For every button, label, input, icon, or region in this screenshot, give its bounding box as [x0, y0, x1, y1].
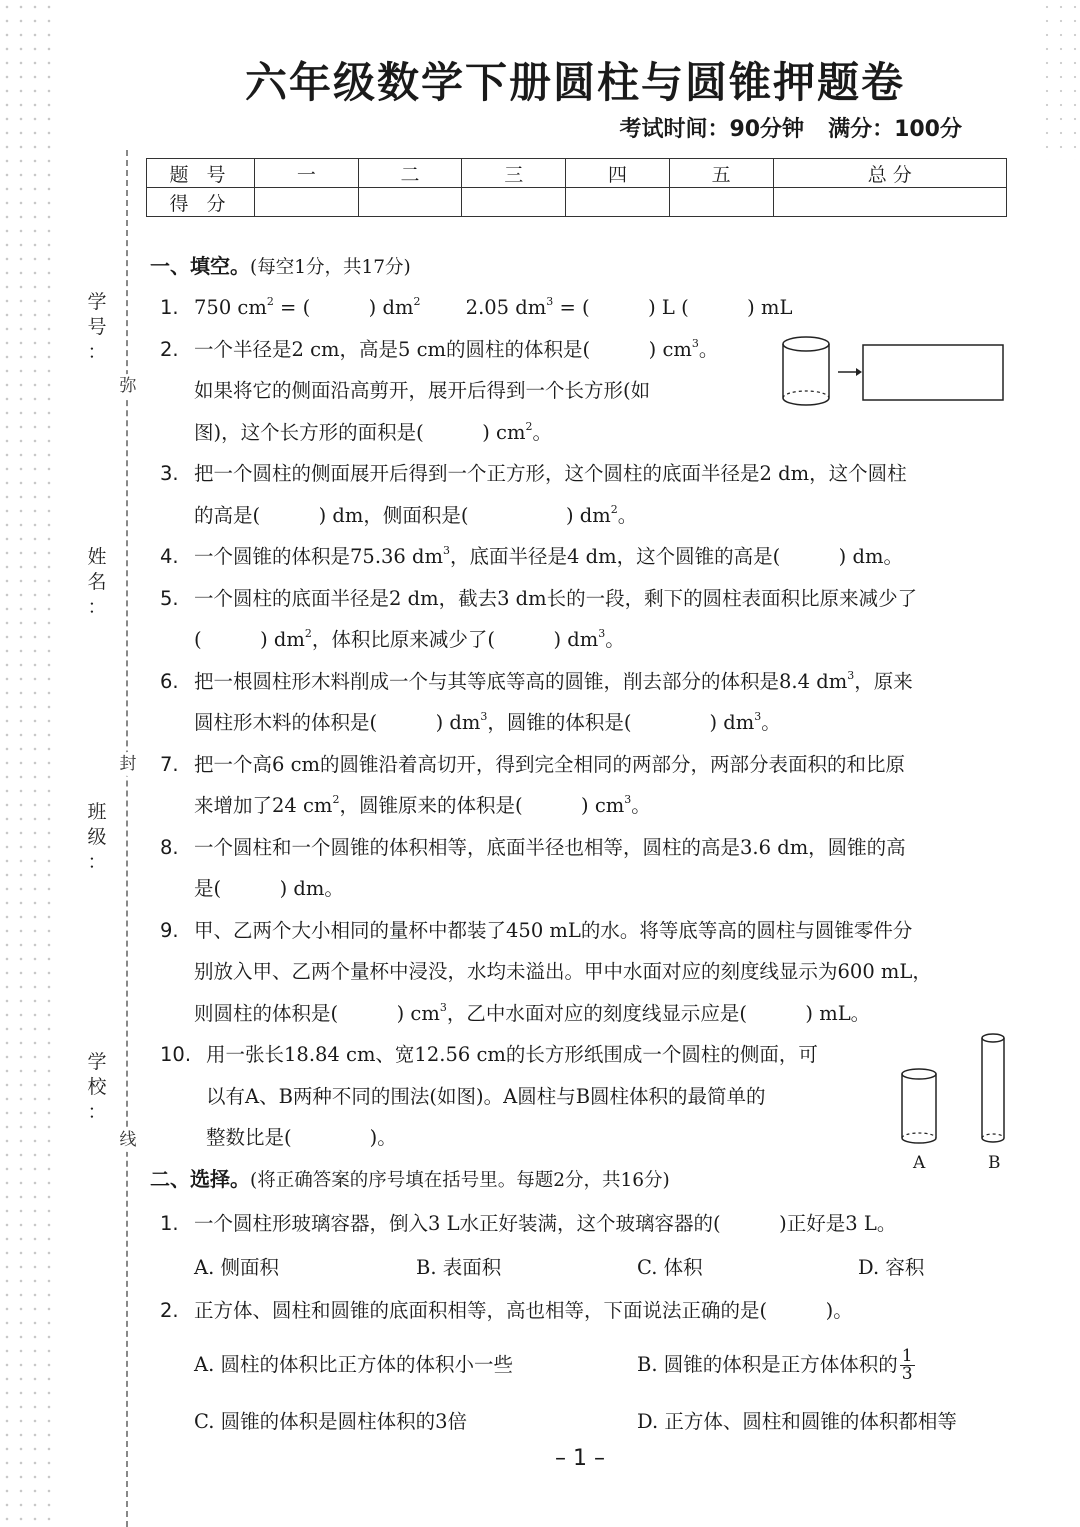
q8-line2: 是( ) dm。 — [194, 877, 344, 900]
q3-line1: 把一个圆柱的侧面展开后得到一个正方形，这个圆柱的底面半径是2 dm，这个圆柱 — [194, 462, 907, 485]
binding-line — [126, 150, 128, 1527]
score-cell-input[interactable] — [462, 188, 566, 217]
q2-number: 2. — [160, 338, 179, 361]
fraction-denominator: 3 — [901, 1364, 913, 1384]
s2-q1-option-d[interactable]: D. 容积 — [858, 1256, 925, 1279]
s2-q1-option-c[interactable]: C. 体积 — [637, 1256, 703, 1279]
score-cell-header: 五 — [669, 159, 773, 188]
q3-number: 3. — [160, 462, 179, 485]
section1-heading: 一、填空。 — [150, 254, 250, 278]
q8-number: 8. — [160, 836, 179, 859]
cylinder-unfold-figure — [778, 334, 1010, 414]
figure-label-b: B — [988, 1153, 1001, 1173]
score-cell-header: 总 分 — [773, 159, 1006, 188]
q9-line3: 则圆柱的体积是( ) $cm^3$，乙中水面对应的刻度线显示应是( ) mL。 — [194, 1001, 871, 1025]
binding-label-name: 姓 名 ： — [87, 546, 107, 618]
page-title: 六年级数学下册圆柱与圆锥押题卷 — [244, 58, 905, 107]
q7-line2: 来增加了24 $cm^2$，圆锥原来的体积是( ) $cm^3$。 — [194, 793, 651, 817]
two-cylinders-figure — [896, 1032, 1016, 1150]
q6-line2: 圆柱形木料的体积是( ) $dm^3$，圆锥的体积是( ) $dm^3$。 — [194, 710, 781, 734]
q1-number: 1. — [160, 296, 179, 319]
fraction-one-third — [900, 1348, 915, 1383]
score-cell-input[interactable] — [566, 188, 670, 217]
score-table — [146, 158, 1007, 217]
s2-q2-option-b-text: B. 圆锥的体积是正方体体积的 — [637, 1353, 898, 1376]
section1-heading-line — [150, 253, 411, 281]
q2-line3: 图)，这个长方形的面积是( ) $cm^2$。 — [194, 420, 552, 444]
q4-number: 4. — [160, 545, 179, 568]
score-cell-input[interactable] — [255, 188, 359, 217]
q6-number: 6. — [160, 670, 179, 693]
section2-note: (将正确答案的序号填在括号里。每题2分，共16分) — [250, 1170, 670, 1191]
binding-label-school: 学 校 ： — [87, 1051, 107, 1123]
q5-line2: ( ) $dm^2$，体积比原来减少了( ) $dm^3$。 — [194, 627, 625, 651]
section2-heading-line — [150, 1166, 670, 1194]
score-cell-header: 三 — [462, 159, 566, 188]
q7-number: 7. — [160, 753, 179, 776]
fraction-numerator: 1 — [901, 1346, 913, 1366]
q6-line1: 把一根圆柱形木料削成一个与其等底等高的圆锥，削去部分的体积是8.4 $dm^3$，原来 — [194, 669, 913, 693]
s2-q2-option-c[interactable]: C. 圆锥的体积是圆柱体积的3倍 — [194, 1410, 468, 1433]
section1-note: (每空1分，共17分) — [250, 257, 411, 278]
q3-line2: 的高是( ) dm，侧面积是( ) $dm^2$。 — [194, 503, 638, 527]
full-score: 满分：100分 — [828, 117, 962, 142]
score-cell-label: 得 分 — [147, 188, 255, 217]
q2-line1: 一个半径是2 cm，高是5 cm的圆柱的体积是( ) $cm^3$。 — [194, 337, 719, 361]
q9-line2: 别放入甲、乙两个量杯中浸没，水均未溢出。甲中水面对应的刻度线显示为600 mL， — [194, 960, 932, 983]
score-cell-input[interactable] — [358, 188, 462, 217]
score-cell-header: 四 — [566, 159, 670, 188]
q10-line3: 整数比是( )。 — [206, 1126, 397, 1149]
score-cell-header: 二 — [358, 159, 462, 188]
q2-line2: 如果将它的侧面沿高剪开，展开后得到一个长方形(如 — [194, 379, 651, 402]
exam-info — [595, 112, 962, 143]
binding-mark-feng: 封 — [116, 752, 140, 776]
q8-line1: 一个圆柱和一个圆锥的体积相等，底面半径也相等，圆柱的高是3.6 dm，圆锥的高 — [194, 836, 906, 859]
score-cell-input[interactable] — [773, 188, 1006, 217]
binding-mark-mi: 弥 — [116, 374, 140, 398]
dotted-margin-pattern — [0, 0, 60, 1527]
score-cell-label: 题 号 — [147, 159, 255, 188]
score-cell-input[interactable] — [669, 188, 773, 217]
s2-q2-option-d[interactable]: D. 正方体、圆柱和圆锥的体积都相等 — [637, 1410, 957, 1433]
q10-line2: 以有A、B两种不同的围法(如图)。A圆柱与B圆柱体积的最简单的 — [206, 1085, 766, 1108]
score-table-score-row — [147, 188, 1007, 217]
section2-heading: 二、选择。 — [150, 1167, 250, 1191]
score-table-header-row — [147, 159, 1007, 188]
page-number: – 1 – — [555, 1446, 605, 1471]
q5-line1: 一个圆柱的底面半径是2 dm，截去3 dm长的一段，剩下的圆柱表面积比原来减少了 — [194, 587, 918, 610]
s2-q2-text: 正方体、圆柱和圆锥的底面积相等，高也相等，下面说法正确的是( )。 — [194, 1299, 853, 1322]
figure-label-a: A — [913, 1153, 926, 1173]
s2-q1-number: 1. — [160, 1212, 179, 1235]
q7-line1: 把一个高6 cm的圆锥沿着高切开，得到完全相同的两部分，两部分表面积的和比原 — [194, 753, 906, 776]
q1-line1: 750 $cm^2$ = ( ) $dm^2$ 2.05 $dm^3$ = ( ) L ( ) mL — [194, 295, 793, 319]
s2-q2-option-b[interactable] — [637, 1346, 915, 1384]
q10-line1: 用一张长18.84 cm、宽12.56 cm的长方形纸围成一个圆柱的侧面，可 — [206, 1043, 818, 1066]
binding-label-class: 班 级 ： — [87, 801, 107, 873]
s2-q2-number: 2. — [160, 1299, 179, 1322]
s2-q1-option-b[interactable]: B. 表面积 — [416, 1256, 502, 1279]
q9-number: 9. — [160, 919, 179, 942]
s2-q2-option-a[interactable]: A. 圆柱的体积比正方体的体积小一些 — [194, 1353, 513, 1376]
binding-mark-xian: 线 — [116, 1128, 140, 1152]
q9-line1: 甲、乙两个大小相同的量杯中都装了450 mL的水。将等底等高的圆柱与圆锥零件分 — [194, 919, 913, 942]
s2-q1-option-a[interactable]: A. 侧面积 — [194, 1256, 279, 1279]
q4-line1: 一个圆锥的体积是75.36 $dm^3$，底面半径是4 dm，这个圆锥的高是( ) dm。 — [194, 544, 903, 568]
q5-number: 5. — [160, 587, 179, 610]
q10-number: 10. — [160, 1043, 192, 1066]
s2-q1-text: 一个圆柱形玻璃容器，倒入3 L水正好装满，这个玻璃容器的( )正好是3 L。 — [194, 1212, 897, 1235]
exam-time: 考试时间：90分钟 — [619, 117, 805, 142]
binding-label-student-id: 学 号 ： — [87, 291, 107, 363]
score-cell-header: 一 — [255, 159, 359, 188]
